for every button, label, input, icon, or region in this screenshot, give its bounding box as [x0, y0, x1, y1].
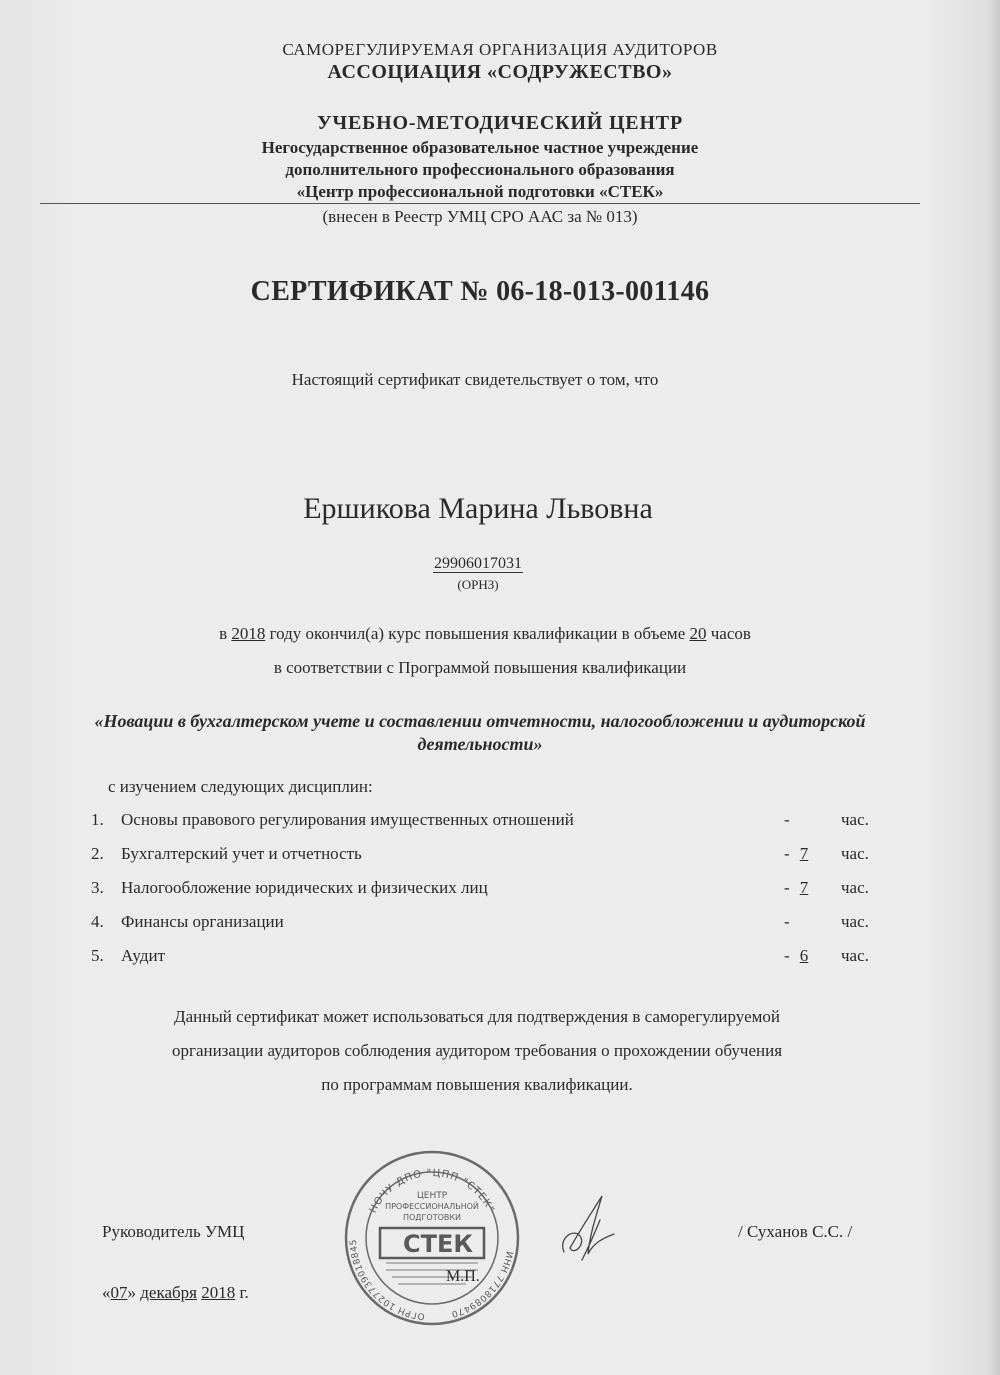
discipline-dash: -: [784, 878, 790, 897]
certificate-title: СЕРТИФИКАТ № 06-18-013-001146: [250, 276, 710, 307]
usage-note-line1: Данный сертификат может использоваться для подтверждения в саморегулируемой: [174, 1007, 780, 1026]
registry-note: (внесен в Реестр УМЦ СРО ААС за № 013): [322, 207, 638, 226]
discipline-hours: 7: [799, 878, 809, 897]
discipline-number: 3.: [91, 878, 104, 897]
course-text-mid: году окончил(а) курс повышения квалификации в объеме: [265, 624, 690, 643]
institution-line1: Негосударственное образовательное частное учреждение: [261, 138, 699, 157]
handwritten-signature: [552, 1190, 622, 1270]
person-name: Ершикова Марина Львовна: [303, 492, 653, 525]
discipline-number: 5.: [91, 946, 104, 965]
stamp-ring-ogrn: ОГРН 1027739018845: [348, 1238, 426, 1321]
disciplines-intro: с изучением следующих дисциплин:: [108, 777, 373, 796]
seal-placeholder: М.П.: [446, 1268, 480, 1285]
usage-note-line3: по программам повышения квалификации.: [321, 1075, 633, 1094]
signer-title: Руководитель УМЦ: [102, 1222, 245, 1241]
course-program-ref: в соответствии с Программой повышения квалификации: [273, 658, 687, 677]
discipline-name: Финансы организации: [121, 912, 284, 931]
date-day: 07: [110, 1283, 128, 1302]
discipline-row: [91, 912, 891, 936]
institution-line2: дополнительного профессионального образования: [285, 160, 675, 179]
ornz-number-value: 29906017031: [434, 555, 522, 572]
stamp-logo-text: СТЕК: [403, 1230, 473, 1258]
date-quote-open: «: [102, 1283, 111, 1302]
discipline-hours: 7: [799, 844, 809, 863]
program-title: [0, 710, 980, 756]
program-title-line2: деятельности»: [417, 734, 543, 754]
seal-stamp: [342, 1148, 522, 1328]
ornz-number: [0, 555, 978, 573]
discipline-name: Налогообложение юридических и физических лиц: [121, 878, 488, 897]
discipline-dash: -: [784, 912, 790, 931]
discipline-row: [91, 946, 891, 970]
course-completion: [0, 624, 985, 644]
ornz-label: (ОРНЗ): [457, 577, 499, 592]
date-suffix: г.: [235, 1283, 249, 1302]
usage-note-line2: организации аудиторов соблюдения аудитором требования о прохождении обучения: [171, 1041, 783, 1060]
discipline-unit: час.: [841, 844, 869, 863]
discipline-name: Бухгалтерский учет и отчетность: [121, 844, 362, 863]
sro-name-line2: АССОЦИАЦИЯ «СОДРУЖЕСТВО»: [327, 61, 673, 83]
issue-date: [102, 1283, 249, 1303]
stamp-ring-inn: ИНН 7718089470: [449, 1250, 514, 1319]
discipline-dash: -: [784, 810, 790, 829]
discipline-unit: час.: [841, 946, 869, 965]
discipline-number: 2.: [91, 844, 104, 863]
stamp-center-line2: ПРОФЕССИОНАЛЬНОЙ: [385, 1202, 479, 1211]
program-title-line1: «Новации в бухгалтерском учете и составлении отчетности, налогообложении и аудиторской: [94, 711, 866, 731]
discipline-name: Основы правового регулирования имущественных отношений: [121, 810, 574, 829]
date-quote-close: »: [127, 1283, 141, 1302]
usage-note: [0, 1000, 977, 1102]
stamp-center-line3: ПОДГОТОВКИ: [402, 1213, 462, 1222]
stamp-ring-top: НОЧУ ДПО "ЦПП "СТЕК": [367, 1167, 497, 1215]
date-year: 2018: [201, 1283, 236, 1302]
sro-name-line1: САМОРЕГУЛИРУЕМАЯ ОРГАНИЗАЦИЯ АУДИТОРОВ: [282, 40, 718, 59]
certificate-intro: Настоящий сертификат свидетельствует о том, что: [291, 370, 659, 389]
discipline-hours: 6: [799, 946, 809, 965]
discipline-unit: час.: [841, 912, 869, 931]
discipline-unit: час.: [841, 810, 869, 829]
course-text-post: часов: [706, 624, 751, 643]
discipline-unit: час.: [841, 878, 869, 897]
discipline-number: 4.: [91, 912, 104, 931]
institution-line3: «Центр профессиональной подготовки «СТЕК»: [296, 182, 664, 201]
discipline-row: [91, 878, 891, 902]
page-edge-shadow: [986, 0, 1000, 1375]
discipline-name: Аудит: [121, 946, 166, 965]
signer-name: / Суханов С.С. /: [738, 1222, 853, 1241]
course-text-pre: в: [219, 624, 232, 643]
course-hours: 20: [689, 624, 707, 643]
course-year: 2018: [231, 624, 266, 643]
discipline-dash: -: [784, 946, 790, 965]
header-divider: [40, 203, 920, 204]
discipline-dash: -: [784, 844, 790, 863]
stamp-center-line1: ЦЕНТР: [416, 1191, 448, 1201]
date-month: декабря: [140, 1283, 197, 1302]
center-title: УЧЕБНО-МЕТОДИЧЕСКИЙ ЦЕНТР: [317, 112, 683, 134]
discipline-row: [91, 844, 891, 868]
discipline-row: [91, 810, 891, 834]
discipline-number: 1.: [91, 810, 104, 829]
